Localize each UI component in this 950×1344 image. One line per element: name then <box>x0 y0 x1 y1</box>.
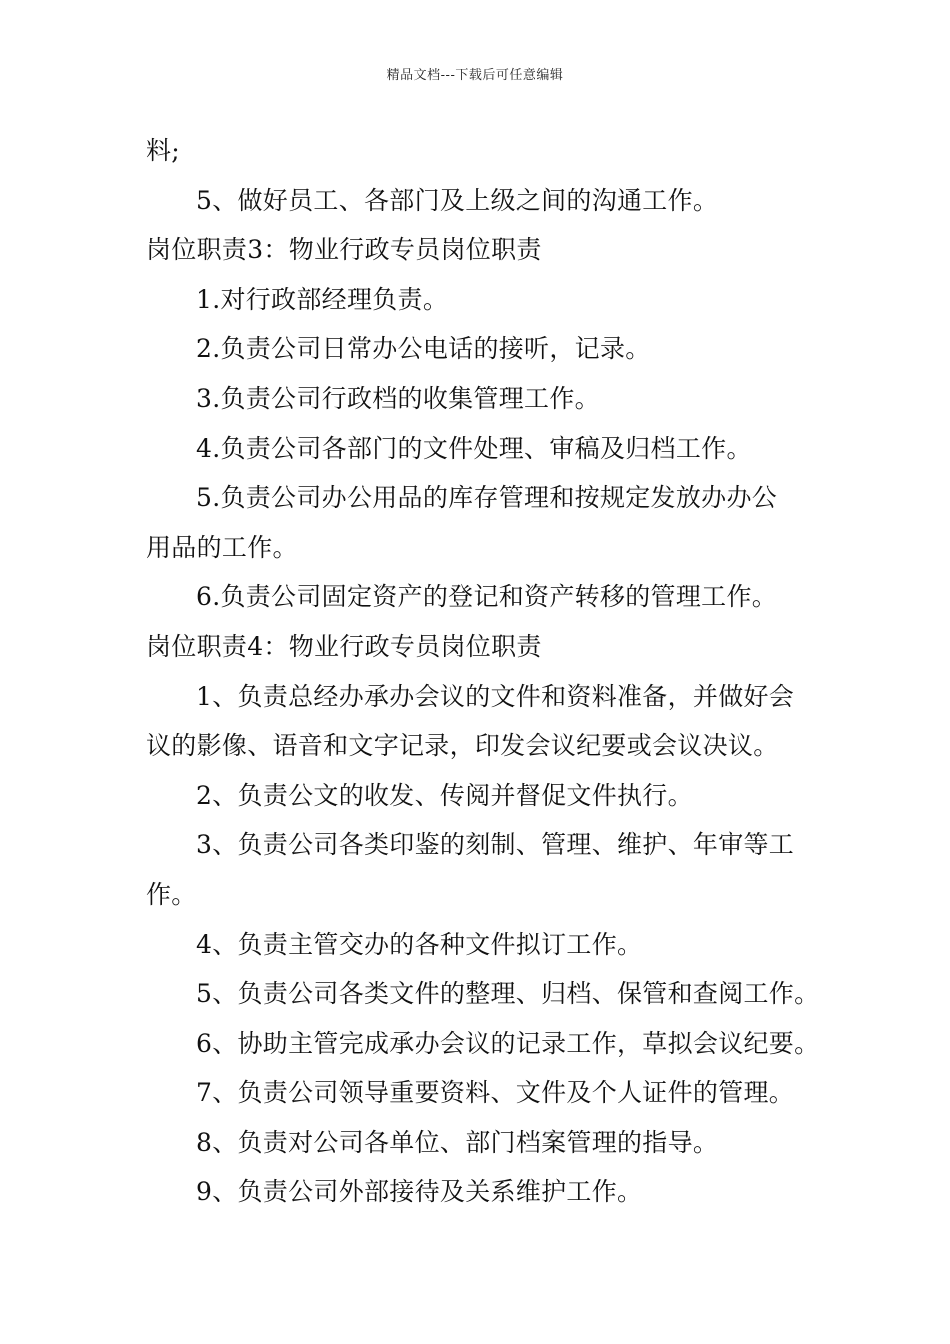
section-heading: 岗位职责3：物业行政专员岗位职责 <box>146 235 542 265</box>
text-line: 2.负责公司日常办公电话的接听，记录。 <box>196 334 651 364</box>
text-line: 5.负责公司办公用品的库存管理和按规定发放办办公 <box>196 483 778 513</box>
text-line: 料; <box>146 136 181 165</box>
text-line: 8、负责对公司各单位、部门档案管理的指导。 <box>196 1127 719 1157</box>
text-line: 用品的工作。 <box>146 532 298 562</box>
text-line: 2、负责公文的收发、传阅并督促文件执行。 <box>196 780 693 810</box>
text-line: 3、负责公司各类印鉴的刻制、管理、维护、年审等工 <box>196 830 795 860</box>
text-line: 7、负责公司领导重要资料、文件及个人证件的管理。 <box>196 1078 795 1108</box>
text-line: 6、协助主管完成承办会议的记录工作，草拟会议纪要。 <box>196 1028 820 1058</box>
text-line: 议的影像、语音和文字记录，印发会议纪要或会议决议。 <box>146 731 779 761</box>
section-heading: 岗位职责4：物业行政专员岗位职责 <box>146 631 542 661</box>
text-line: 4.负责公司各部门的文件处理、审稿及归档工作。 <box>196 433 752 463</box>
text-line: 9、负责公司外部接待及关系维护工作。 <box>196 1177 643 1207</box>
page-header: 精品文档---下载后可任意编辑 <box>386 68 564 83</box>
text-line: 5、做好员工、各部门及上级之间的沟通工作。 <box>196 185 719 215</box>
text-line: 1、负责总经办承办会议的文件和资料准备，并做好会 <box>196 681 795 711</box>
text-line: 3.负责公司行政档的收集管理工作。 <box>196 383 600 413</box>
text-line: 1.对行政部经理负责。 <box>196 284 449 314</box>
text-line: 作。 <box>146 879 197 909</box>
text-line: 4、负责主管交办的各种文件拟订工作。 <box>196 929 643 959</box>
document-body <box>146 126 820 1217</box>
text-line: 5、负责公司各类文件的整理、归档、保管和查阅工作。 <box>196 979 820 1009</box>
text-line: 6.负责公司固定资产的登记和资产转移的管理工作。 <box>196 582 778 612</box>
